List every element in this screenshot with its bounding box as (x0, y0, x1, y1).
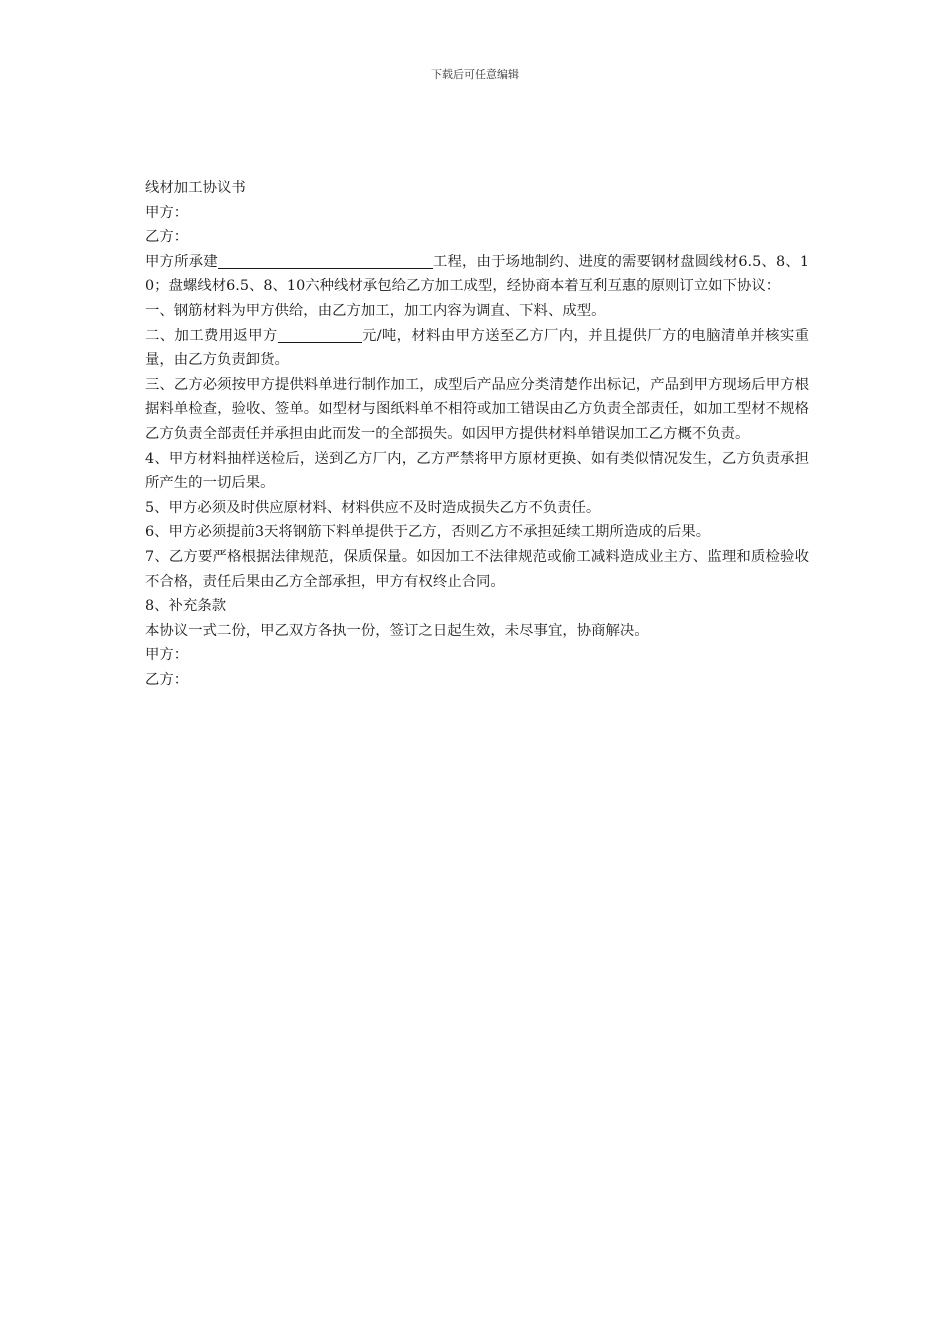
clause-6: 6、甲方必须提前3天将钢筋下料单提供于乙方，否则乙方不承担延续工期所造成的后果。 (145, 524, 711, 541)
clause-3: 三、乙方必须按甲方提供料单进行制作加工，成型后产品应分类清楚作出标记，产品到甲方现场后甲方根据料单检查，验收、签单。如型材与图纸料单不相符或加工错误由乙方负责全部责任，如加工型材不规格乙方负责全部责任并承担由此而发一的全部损失。如因甲方提供材料单错误加工乙方概不负责。 (145, 376, 809, 442)
document-title: 线材加工协议书 (145, 180, 246, 196)
clause-4: 4、甲方材料抽样送检后，送到乙方厂内，乙方严禁将甲方原材更换、如有类似情况发生，乙方负责承担所产生的一切后果。 (145, 450, 809, 492)
clause-2-text-after-blank: 元/吨，材料由甲方送至乙方厂内，并且提供厂方的电脑清单并核实重量，由乙方负责卸货。 (145, 327, 809, 369)
intro-text-before-blank: 甲方所承建 (145, 253, 218, 270)
clause-1: 一、钢筋材料为甲方供给，由乙方加工，加工内容为调直、下料、成型。 (145, 302, 606, 319)
closing-paragraph: 本协议一式二份，甲乙双方各执一份，签订之日起生效，未尽事宜，协商解决。 (145, 622, 649, 639)
intro-paragraph (145, 250, 809, 299)
clause-5: 5、甲方必须及时供应原材料、材料供应不及时造成损失乙方不负责任。 (145, 499, 601, 516)
clause-7: 7、乙方要严格根据法律规范，保质保量。如因加工不法律规范或偷工减料造成业主方、监理和质检验收不合格，责任后果由乙方全部承担，甲方有权终止合同。 (145, 548, 809, 590)
clause-2-text-before-blank: 二、加工费用返甲方 (145, 327, 278, 344)
clause-2 (145, 324, 809, 373)
signature-party-a: 甲方： (145, 647, 189, 664)
signature-party-b: 乙方： (145, 671, 189, 688)
party-b-label: 乙方： (145, 229, 189, 246)
document-body (145, 176, 809, 692)
price-blank (278, 325, 362, 343)
page-header: 下载后可任意编辑 (431, 68, 519, 81)
clause-8: 8、补充条款 (145, 598, 227, 615)
intro-text-after-blank: 工程，由于场地制约、进度的需要钢材盘圆线材6.5、8、10；盘螺线材6.5、8、10六种线材承包给乙方加工成型，经协商本着互利互惠的原则订立如下协议： (145, 253, 809, 295)
project-name-blank (218, 251, 433, 269)
party-a-label: 甲方： (145, 204, 189, 221)
